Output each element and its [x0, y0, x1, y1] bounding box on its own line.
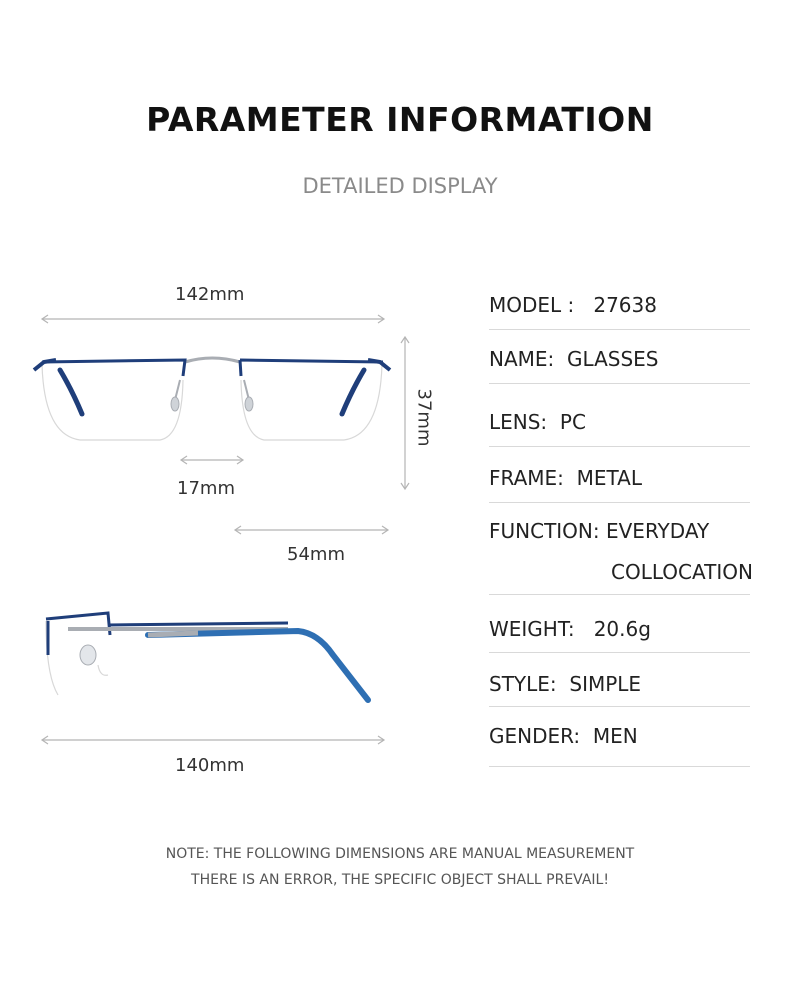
spec-function-line2: COLLOCATION — [611, 560, 753, 584]
lens-width-label: 54mm — [287, 544, 345, 565]
divider — [489, 706, 750, 707]
divider — [489, 383, 750, 384]
spec-model — [489, 293, 657, 317]
divider — [489, 766, 750, 767]
spec-value: EVERYDAY — [605, 519, 710, 543]
spec-label: FUNCTION: — [489, 519, 606, 543]
spec-value: 20.6g — [593, 617, 651, 641]
total-width-label: 142mm — [175, 284, 245, 305]
spec-name — [489, 347, 659, 371]
lens-width-arrow — [235, 526, 388, 534]
spec-style — [489, 672, 641, 696]
spec-label: WEIGHT: — [489, 617, 594, 641]
page-title: PARAMETER INFORMATION — [146, 100, 654, 139]
spec-value: METAL — [576, 466, 643, 490]
note-line-1: NOTE: THE FOLLOWING DIMENSIONS ARE MANUAL MEASUREMENT — [165, 846, 635, 862]
spec-gender — [489, 724, 638, 748]
divider — [489, 594, 750, 595]
spec-label: LENS: — [489, 410, 560, 434]
divider — [489, 502, 750, 503]
spec-label: MODEL : — [489, 293, 594, 317]
spec-label: STYLE: — [489, 672, 570, 696]
divider — [489, 652, 750, 653]
spec-value: GLASSES — [567, 347, 659, 371]
page-subtitle: DETAILED DISPLAY — [302, 174, 498, 198]
total-width-arrow — [42, 315, 384, 323]
spec-label: FRAME: — [489, 466, 577, 490]
spec-weight — [489, 617, 651, 641]
spec-value: PC — [559, 410, 586, 434]
temple-length-arrow — [42, 736, 384, 744]
spec-function — [489, 519, 709, 543]
spec-value: SIMPLE — [569, 672, 642, 696]
spec-lens — [489, 410, 586, 434]
bridge-label: 17mm — [177, 478, 235, 499]
glasses-side-image — [38, 605, 378, 715]
spec-value: MEN — [592, 724, 638, 748]
divider — [489, 329, 750, 330]
spec-frame — [489, 466, 642, 490]
temple-length-label: 140mm — [175, 755, 245, 776]
spec-value: 27638 — [593, 293, 657, 317]
spec-label: NAME: — [489, 347, 567, 371]
lens-height-label: 37mm — [413, 388, 435, 447]
spec-label: GENDER: — [489, 724, 593, 748]
note-line-2: THERE IS AN ERROR, THE SPECIFIC OBJECT SHALL PREVAIL! — [191, 872, 609, 888]
divider — [489, 446, 750, 447]
glasses-front-image — [20, 340, 420, 480]
